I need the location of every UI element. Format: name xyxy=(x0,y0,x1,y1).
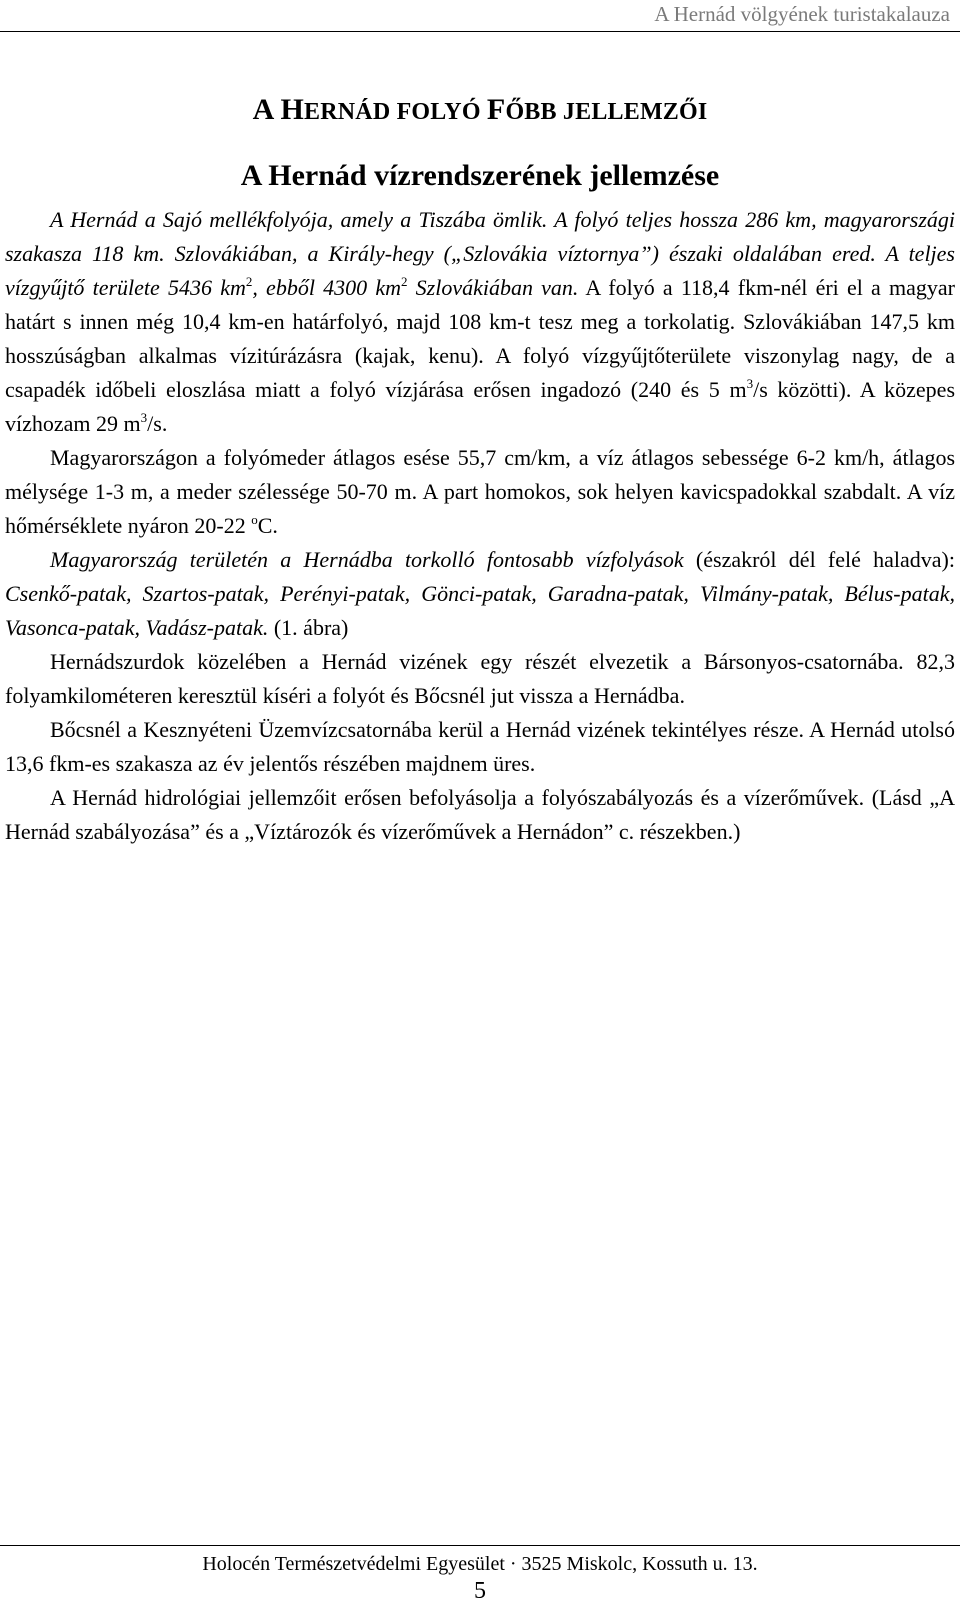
running-header xyxy=(0,0,960,30)
header-divider xyxy=(0,31,960,32)
overview-italic-text-3: Szlovákiában van. xyxy=(407,275,579,300)
tributaries-list: Csenkő-patak, Szartos-patak, Perényi-patak, Gönci-patak, Garadna-patak, Vilmány-patak, Bélus-patak, Vasonca-patak, Vadász-patak. xyxy=(5,581,955,640)
document-title xyxy=(5,90,955,132)
overview-italic-text: A Hernád a Sajó mellékfolyója, amely a Tiszába ömlik. A folyó teljes hossza 286 km, magyarországi szakasza 118 km. Szlovákiában, a Király-hegy („Szlovákia víztornya”) északi oldalában ered. A teljes vízgyűjtő területe 5436 km xyxy=(5,207,955,300)
overview-text: A folyó a 118,4 fkm-nél éri el a magyar határt s innen még 10,4 km-en határfolyó, majd 108 km-t tesz meg a torkolatig. Szlovákiában 147,5 km hosszúságban alkalmas vízitúrázásra (kajak, kenu). A folyó vízgyűjtőterülete viszonylag nagy, de a csapadék időbeli eloszlása miatt a folyó vízjárása erősen ingadozó (240 és 5 m xyxy=(5,275,955,402)
superscript: 2 xyxy=(400,274,408,289)
overview-text-2: /s közötti). A közepes vízhozam 29 m xyxy=(5,377,956,436)
running-title: A Hernád völgyének turistakalauza xyxy=(654,2,950,26)
paragraph-riverbed xyxy=(5,441,955,543)
paragraph-tributaries xyxy=(5,543,955,645)
title-initial-1: A H xyxy=(252,93,305,126)
superscript: 2 xyxy=(245,274,253,289)
title-smallcaps-2: ŐBB JELLEMZŐI xyxy=(505,99,708,125)
superscript: 3 xyxy=(746,376,754,391)
footer-address: Holocén Természetvédelmi Egyesület · 3525 Miskolc, Kossuth u. 13. xyxy=(202,1553,758,1575)
riverbed-text: Magyarországon a folyómeder átlagos esése 55,7 cm/km, a víz átlagos sebessége 6-2 km/h, átlagos mélysége 1-3 m, a meder szélessége 50-70 m. A part homokos, sok helyen kavicspadokkal szabdalt. A víz hőmérséklete nyáron 20-22 xyxy=(5,445,955,538)
paragraph-barsonyos-canal: Hernádszurdok közelében a Hernád vizének egy részét elvezetik a Bársonyos-csatornába. 82,3 folyamkilométeren keresztül kíséri a folyót és Bőcsnél jut vissza a Hernádba. xyxy=(5,649,955,708)
overview-text-3: /s. xyxy=(147,411,168,436)
riverbed-text-2: C. xyxy=(257,513,278,538)
paragraph-kesznyeten-canal: Bőcsnél a Kesznyéteni Üzemvízcsatornába kerül a Hernád vizének tekintélyes része. A Hernád utolsó 13,6 fkm-es szakasza az év jelentős részében majdnem üres. xyxy=(5,717,955,776)
title-initial-2: F xyxy=(486,93,506,126)
tributaries-heading-text: Magyarország területén a Hernádba torkolló fontosabb vízfolyások xyxy=(50,547,684,572)
overview-italic-text-2: , ebből 4300 km xyxy=(252,275,401,300)
footer-divider xyxy=(0,1545,960,1546)
figure-reference: (1. ábra) xyxy=(268,615,349,640)
page-number: 5 xyxy=(474,1578,486,1604)
tributaries-text: (északról dél felé haladva): xyxy=(683,547,956,572)
page-content xyxy=(5,60,955,849)
paragraph-river-overview xyxy=(5,203,955,441)
superscript: 3 xyxy=(140,410,148,425)
degree-superscript: o xyxy=(251,512,258,527)
title-smallcaps-1: ERNÁD FOLYÓ xyxy=(304,99,487,125)
section-title: A Hernád vízrendszerének jellemzése xyxy=(240,159,720,192)
paragraph-hydrology: A Hernád hidrológiai jellemzőit erősen befolyásolja a folyószabályozás és a vízerőművek. (Lásd „A Hernád szabályozása” és a „Víztározók és vízerőművek a Hernádon” c. részekben.) xyxy=(5,785,955,844)
